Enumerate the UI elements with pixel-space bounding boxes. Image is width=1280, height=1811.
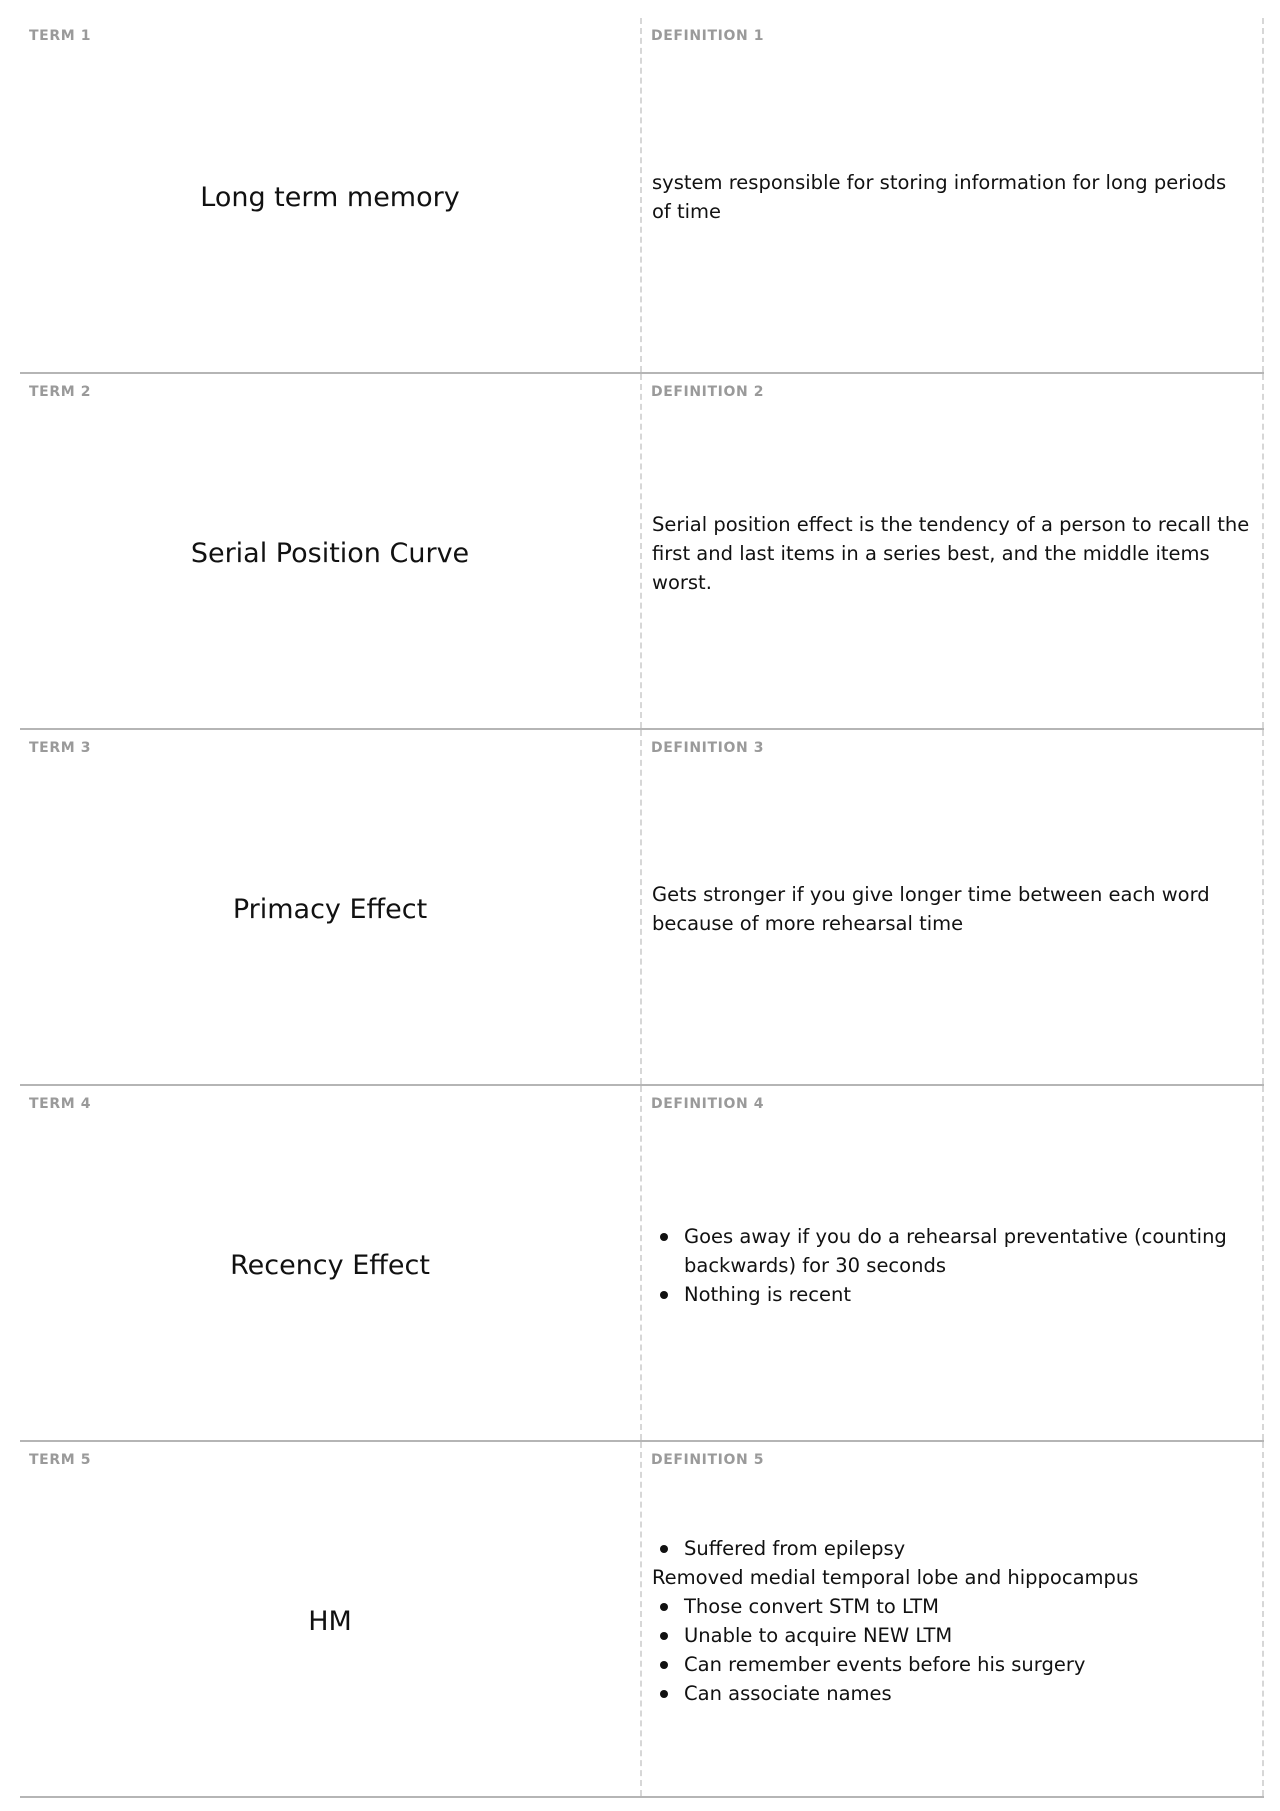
definition-label: DEFINITION 4 — [651, 1096, 765, 1112]
definition-bullet: Nothing is recent — [652, 1280, 1250, 1309]
term-cell — [20, 1086, 642, 1440]
definition-cell — [642, 1086, 1264, 1440]
definition-text — [652, 880, 1250, 938]
definition-label: DEFINITION 2 — [651, 384, 765, 400]
definition-cell — [642, 1442, 1264, 1796]
definition-bullet: Suffered from epilepsy — [652, 1534, 1138, 1563]
definition-cell — [642, 730, 1264, 1084]
term-cell — [20, 374, 642, 728]
flashcard-row — [20, 18, 1264, 374]
definition-bullet: Unable to acquire NEW LTM — [652, 1621, 1138, 1650]
definition-text — [652, 168, 1250, 226]
flashcard-row — [20, 1086, 1264, 1442]
definition-line: Gets stronger if you give longer time between each word because of more rehearsal time — [652, 883, 1210, 935]
term-label: TERM 4 — [29, 1096, 92, 1112]
term-label: TERM 1 — [29, 28, 92, 44]
definition-text — [652, 1222, 1250, 1309]
flashcard-row — [20, 374, 1264, 730]
definition-line: Removed medial temporal lobe and hippocampus — [652, 1566, 1139, 1589]
definition-text — [652, 510, 1250, 597]
definition-cell — [642, 18, 1264, 372]
definition-text — [652, 1534, 1138, 1708]
definition-bullet: Goes away if you do a rehearsal preventative (counting backwards) for 30 seconds — [652, 1222, 1250, 1280]
flashcard-row — [20, 730, 1264, 1086]
definition-bullet: Those convert STM to LTM — [652, 1592, 1138, 1621]
term-cell — [20, 1442, 642, 1796]
definition-bullet: Can remember events before his surgery — [652, 1650, 1138, 1679]
term-label: TERM 3 — [29, 740, 92, 756]
definition-cell — [642, 374, 1264, 728]
term-text: Recency Effect — [230, 1249, 430, 1281]
term-cell — [20, 18, 642, 372]
definition-label: DEFINITION 3 — [651, 740, 765, 756]
flashcard-sheet — [20, 18, 1264, 1798]
term-label: TERM 5 — [29, 1452, 92, 1468]
term-cell — [20, 730, 642, 1084]
definition-label: DEFINITION 5 — [651, 1452, 765, 1468]
term-text: Serial Position Curve — [190, 537, 470, 569]
term-text: HM — [308, 1605, 352, 1637]
definition-line: system responsible for storing information for long periods of time — [652, 171, 1227, 223]
definition-label: DEFINITION 1 — [651, 28, 765, 44]
definition-bullet: Can associate names — [652, 1679, 1138, 1708]
flashcard-row — [20, 1442, 1264, 1798]
term-text: Primacy Effect — [232, 893, 428, 925]
term-text: Long term memory — [200, 181, 460, 213]
definition-line: Serial position effect is the tendency of a person to recall the first and last items in a series best, and the middle items worst. — [652, 512, 1250, 594]
term-label: TERM 2 — [29, 384, 92, 400]
